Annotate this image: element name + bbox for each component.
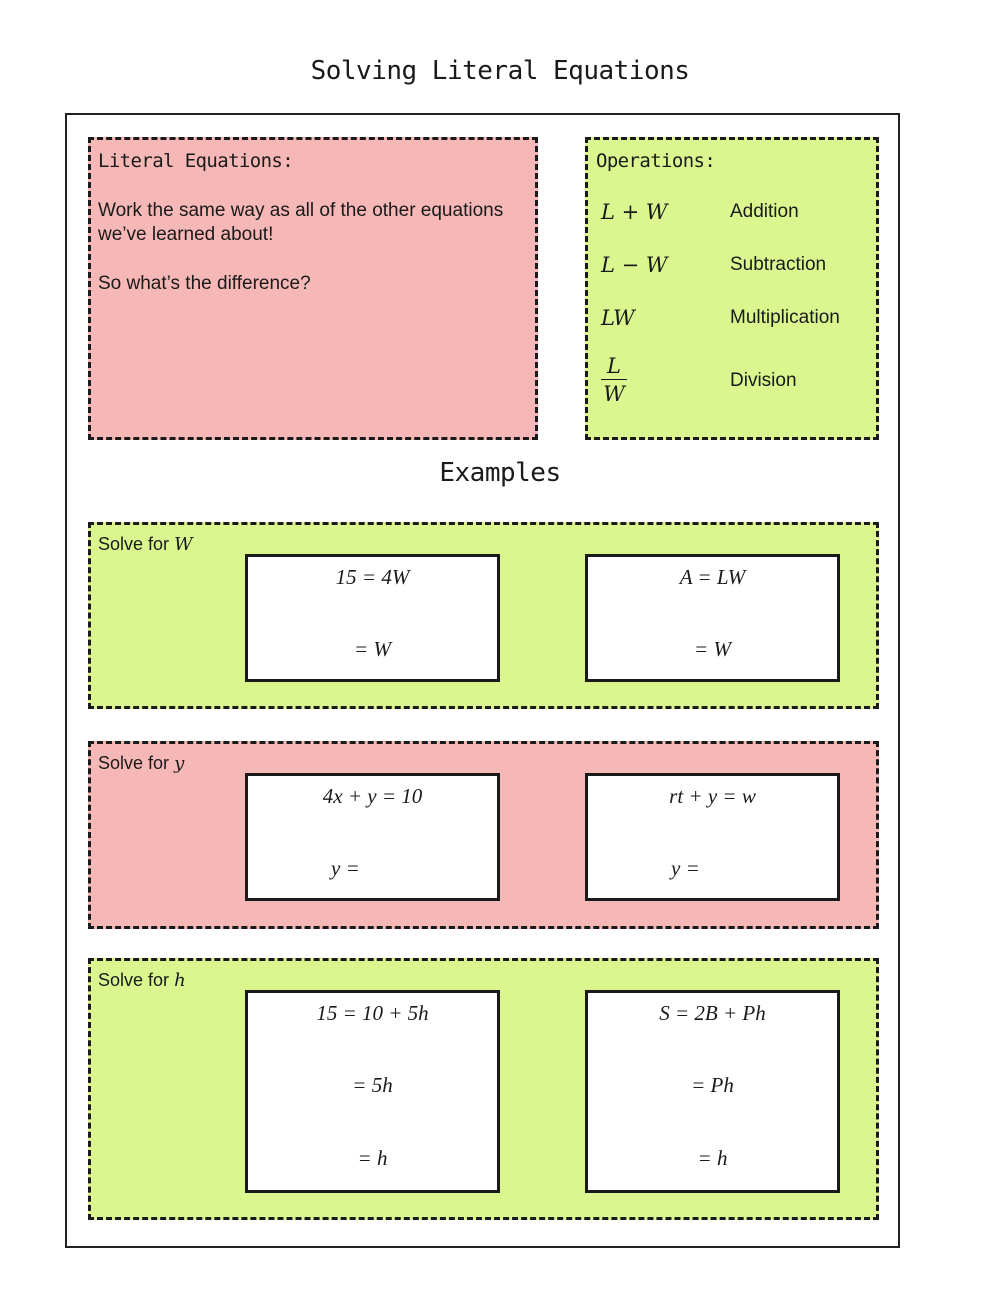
page-title: Solving Literal Equations <box>310 56 690 86</box>
equation-line: y = <box>331 856 360 880</box>
label-prefix: Solve for <box>98 753 170 773</box>
operations-heading: Operations: <box>596 150 716 172</box>
equation-line: rt + y = w <box>669 784 756 808</box>
literal-equations-heading: Literal Equations: <box>98 150 294 172</box>
operations-panel <box>585 137 879 440</box>
op-subtraction-expr: L − W <box>601 253 668 277</box>
intro-paragraph-1: Work the same way as all of the other equations we’ve learned about! <box>98 200 504 245</box>
equation-line: 4x + y = 10 <box>322 784 423 808</box>
label-variable: y <box>174 753 185 774</box>
label-prefix: Solve for <box>98 534 170 554</box>
example-label <box>98 534 193 555</box>
equation-line: = W <box>354 637 391 661</box>
fraction-denominator: W <box>603 382 625 406</box>
equation-line: = Ph <box>691 1073 734 1097</box>
equation-line: 15 = 10 + 5h <box>316 1001 429 1025</box>
example-group-solve-for-y <box>88 741 879 929</box>
literal-equations-panel <box>88 137 538 440</box>
equation-line: = h <box>697 1146 728 1170</box>
op-multiplication-expr: LW <box>601 306 635 330</box>
op-addition-name: Addition <box>730 201 799 222</box>
equation-line: = h <box>357 1146 388 1170</box>
equation-line: = W <box>694 637 731 661</box>
op-division-name: Division <box>730 370 797 391</box>
example-group-solve-for-w <box>88 522 879 709</box>
op-subtraction-name: Subtraction <box>730 254 827 275</box>
equation-line: A = LW <box>679 565 746 589</box>
example-label <box>98 753 184 774</box>
example-box <box>585 554 840 682</box>
equation-line: 15 = 4W <box>335 565 410 589</box>
op-multiplication-name: Multiplication <box>730 307 840 328</box>
example-box <box>585 990 840 1193</box>
example-group-solve-for-h <box>88 958 879 1220</box>
equation-line: = 5h <box>352 1073 393 1097</box>
label-variable: h <box>174 970 186 991</box>
examples-title: Examples <box>439 458 561 488</box>
label-prefix: Solve for <box>98 970 170 990</box>
example-label <box>98 970 186 991</box>
example-box <box>245 554 500 682</box>
equation-line: y = <box>671 856 700 880</box>
op-addition-expr: L + W <box>601 200 668 224</box>
example-box <box>245 990 500 1193</box>
op-division-fraction <box>600 353 628 408</box>
example-box <box>245 773 500 901</box>
example-box <box>585 773 840 901</box>
intro-paragraph-2: So what’s the difference? <box>98 273 311 294</box>
label-variable: W <box>174 534 193 555</box>
fraction-numerator: L <box>607 354 621 378</box>
equation-line: S = 2B + Ph <box>659 1001 766 1025</box>
